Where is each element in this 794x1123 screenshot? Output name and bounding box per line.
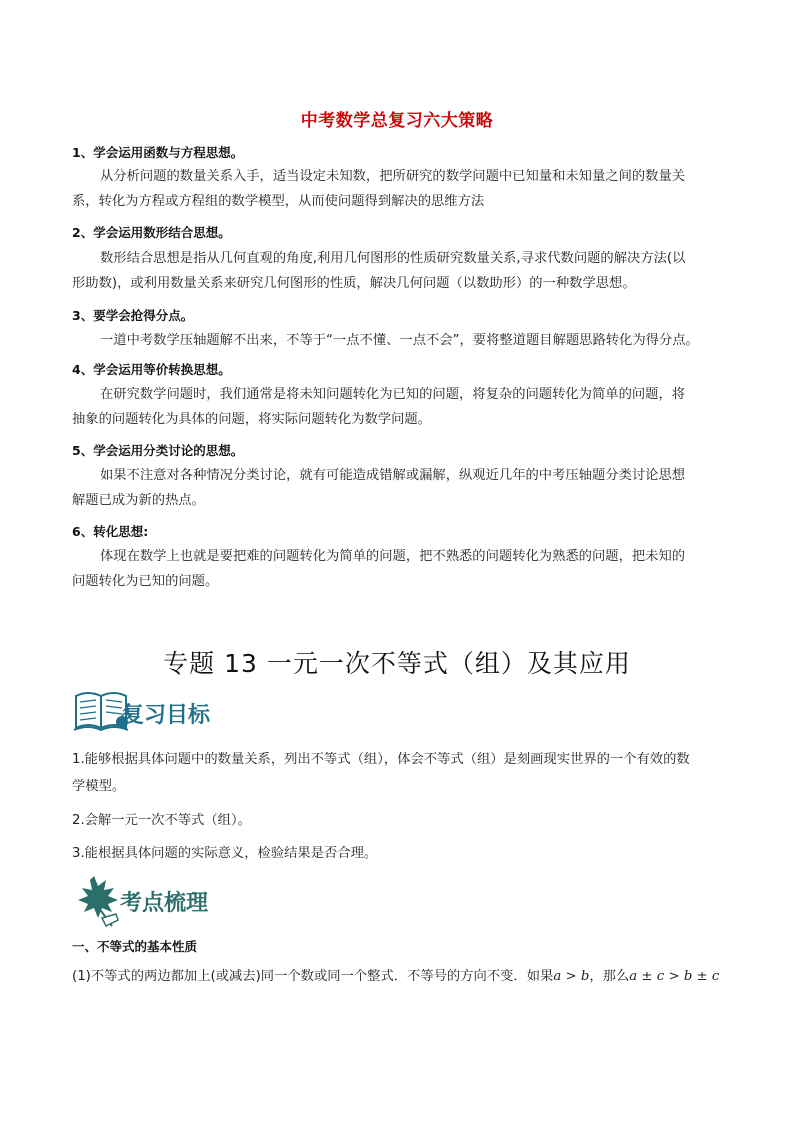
- paragraph-line: 形助数)，或利用数量关系来研究几何图形的性质，解决几何问题（以数助形）的一种数学思想。: [72, 276, 636, 291]
- rule-text-prefix: (1)不等式的两边都加上(或减去)同一个数或同一个整式．不等号的方向不变．如果: [72, 969, 554, 984]
- strategy-heading-2: 2、学会运用数形结合思想。: [72, 225, 231, 240]
- review-goal-item-2: [72, 807, 732, 834]
- rule-text-mid: ，那么: [589, 969, 630, 984]
- key-points-header: [72, 874, 272, 930]
- paragraph-line: 从分析问题的数量关系入手，适当设定未知数，把所研究的数学问题中已知量和未知量之间的数量关: [100, 169, 686, 184]
- paragraph-line: 解题已成为新的热点。: [72, 493, 205, 508]
- review-goals-header: [72, 688, 272, 738]
- strategy-body-6: [72, 544, 724, 594]
- strategy-heading-1: 1、学会运用函数与方程思想。: [72, 145, 244, 160]
- list-item-line: 学模型。: [72, 779, 126, 794]
- paragraph-line: 如果不注意对各种情况分类讨论，就有可能造成错解或漏解，纵观近几年的中考压轴题分类讨论思想: [100, 468, 686, 483]
- inequality-rule-1: [72, 965, 719, 984]
- paragraph-line: 数形结合思想是指从几何直观的角度,利用几何图形的性质研究数量关系,寻求代数问题的解决方法(以: [100, 251, 686, 266]
- strategy-heading-3: 3、要学会抢得分点。: [72, 308, 194, 323]
- review-goal-item-1: [72, 746, 732, 800]
- strategy-body-3: [72, 328, 724, 353]
- paragraph-line: 抽象的问题转化为具体的问题，将实际问题转化为数学问题。: [72, 412, 432, 427]
- list-item-line: 3.能根据具体问题的实际意义，检验结果是否合理。: [72, 846, 378, 861]
- list-item-line: 1.能够根据具体问题中的数量关系，列出不等式（组），体会不等式（组）是刻画现实世界的一个有效的数: [72, 752, 690, 767]
- strategy-heading-4: 4、学会运用等价转换思想。: [72, 362, 231, 377]
- paragraph-line: 系，转化为方程或方程组的数学模型，从而使问题得到解决的思维方法: [72, 194, 485, 209]
- strategy-body-2: [72, 246, 724, 296]
- strategy-heading-6: 6、转化思想:: [72, 524, 149, 539]
- document-title: 中考数学总复习六大策略: [300, 111, 494, 131]
- topic-title: 专题 13 一元一次不等式（组）及其应用: [163, 649, 631, 678]
- paragraph-line: 体现在数学上也就是要把难的问题转化为简单的问题，把不熟悉的问题转化为熟悉的问题，把未知的: [100, 549, 686, 564]
- paragraph-line: 一道中考数学压轴题解不出来，不等于“一点不懂、一点不会”，要将整道题目解题思路转化为得分点。: [100, 333, 699, 348]
- paragraph-line: 问题转化为已知的问题。: [72, 574, 219, 589]
- strategy-body-1: [72, 164, 724, 214]
- paragraph-line: 在研究数学问题时，我们通常是将未知问题转化为已知的问题，将复杂的问题转化为简单的问题，将: [100, 387, 686, 402]
- rule-result: a ± c > b ± c: [629, 969, 720, 984]
- strategy-heading-5: 5、学会运用分类讨论的思想。: [72, 443, 244, 458]
- subsection-heading: 一、不等式的基本性质: [72, 939, 198, 954]
- review-goals-heading: 复习目标: [122, 702, 211, 728]
- maple-leaf-icon: [72, 874, 122, 934]
- strategy-body-5: [72, 463, 724, 513]
- list-item-line: 2.会解一元一次不等式（组）。: [72, 813, 251, 828]
- rule-condition: a > b: [553, 969, 590, 984]
- strategy-body-4: [72, 382, 724, 432]
- key-points-heading: 考点梳理: [120, 890, 209, 916]
- review-goal-item-3: [72, 840, 732, 867]
